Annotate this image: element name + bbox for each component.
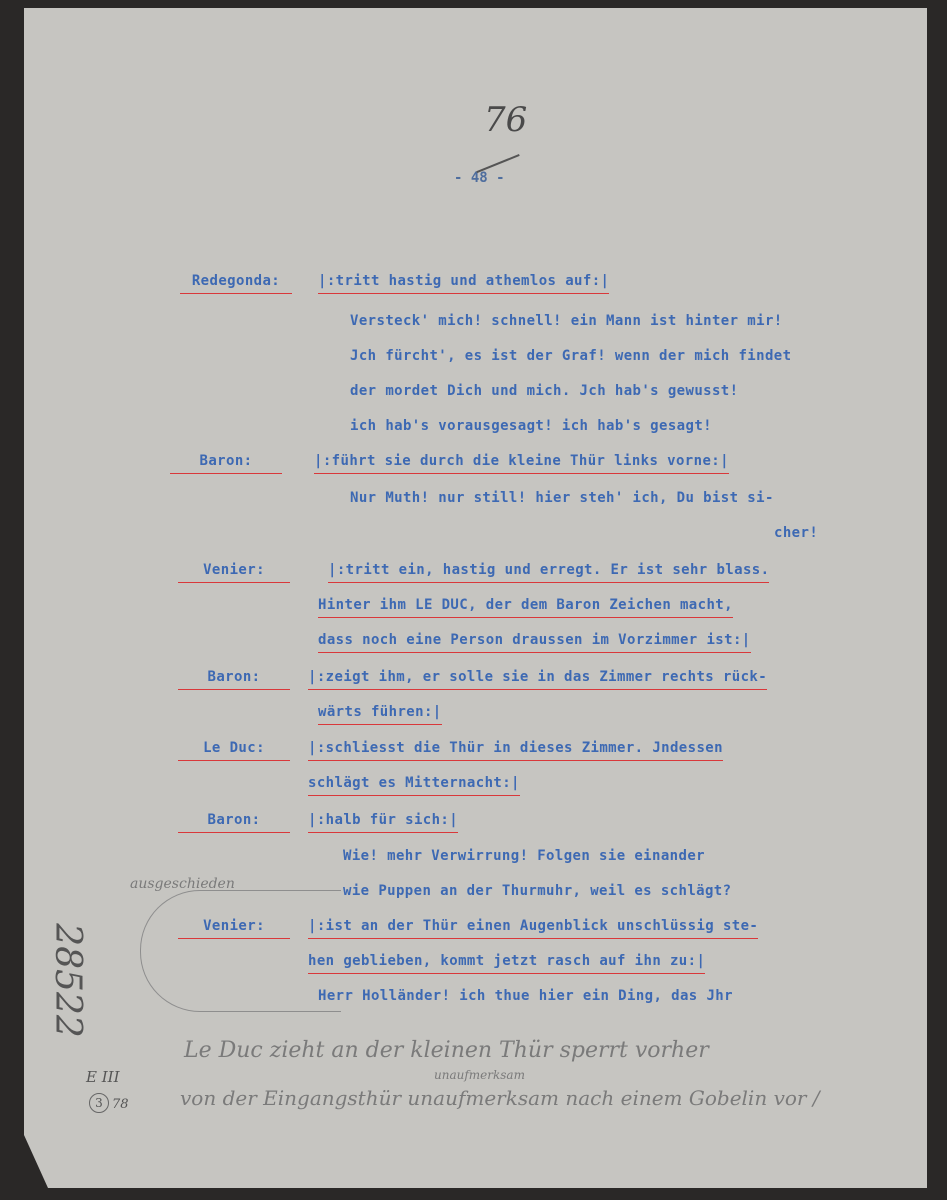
dialogue-line: cher! [774, 525, 819, 541]
stage-direction: |:zeigt ihm, er solle sie in das Zimmer rechts rück- [308, 669, 767, 690]
vertical-archive-number: 28522 [46, 923, 88, 1038]
stage-direction: |:schliesst die Thür in dieses Zimmer. Jndessen [308, 740, 723, 761]
folder-suffix: 78 [112, 1097, 129, 1112]
speaker-name: Baron: [178, 812, 290, 833]
dialogue-line: Wie! mehr Verwirrung! Folgen sie einander [343, 848, 705, 864]
footer-pencil-line-2: von der Eingangsthür unaufmerksam nach einem Gobelin vor / [180, 1086, 820, 1110]
folder-number: 3 [89, 1093, 109, 1113]
dialogue-line: Nur Muth! nur still! hier steh' ich, Du bist si- [350, 490, 774, 506]
stage-direction: schlägt es Mitternacht:| [308, 775, 520, 796]
speaker-name: Baron: [178, 669, 290, 690]
speaker-name: Baron: [170, 453, 282, 474]
folded-corner [24, 1135, 48, 1188]
dialogue-line: ich hab's vorausgesagt! ich hab's gesagt! [350, 418, 712, 434]
dialogue-line: Herr Holländer! ich thue hier ein Ding, das Jhr [318, 988, 733, 1004]
stage-direction: hen geblieben, kommt jetzt rasch auf ihn zu:| [308, 953, 705, 974]
pencil-bracket [140, 890, 341, 1012]
archive-mark: E III [86, 1068, 120, 1086]
stage-direction: dass noch eine Person draussen im Vorzimmer ist:| [318, 632, 751, 653]
stage-direction: |:tritt hastig und athemlos auf:| [318, 273, 609, 294]
speaker-name: Le Duc: [178, 740, 290, 761]
typed-page-number: - 48 - [454, 170, 505, 186]
stage-direction: Hinter ihm LE DUC, der dem Baron Zeichen macht, [318, 597, 733, 618]
stage-direction: |:tritt ein, hastig und erregt. Er ist sehr blass. [328, 562, 769, 583]
margin-note: ausgeschieden [130, 876, 235, 892]
dialogue-line: der mordet Dich und mich. Jch hab's gewusst! [350, 383, 739, 399]
speaker-name: Venier: [178, 562, 290, 583]
speaker-name: Venier: [178, 918, 290, 939]
footer-pencil-insert: unaufmerksam [434, 1068, 525, 1082]
dialogue-line: wie Puppen an der Thurmuhr, weil es schlägt? [343, 883, 732, 899]
stage-direction: |:halb für sich:| [308, 812, 458, 833]
footer-pencil-line-1: Le Duc zieht an der kleinen Thür sperrt vorher [184, 1038, 709, 1063]
speaker-name: Redegonda: [180, 273, 292, 294]
dialogue-line: Versteck' mich! schnell! ein Mann ist hinter mir! [350, 313, 783, 329]
dialogue-line: Jch fürcht', es ist der Graf! wenn der mich findet [350, 348, 792, 364]
stage-direction: wärts führen:| [318, 704, 442, 725]
handwritten-page-number: 76 [484, 100, 528, 140]
stage-direction: |:führt sie durch die kleine Thür links vorne:| [314, 453, 729, 474]
stage-direction: |:ist an der Thür einen Augenblick unschlüssig ste- [308, 918, 758, 939]
